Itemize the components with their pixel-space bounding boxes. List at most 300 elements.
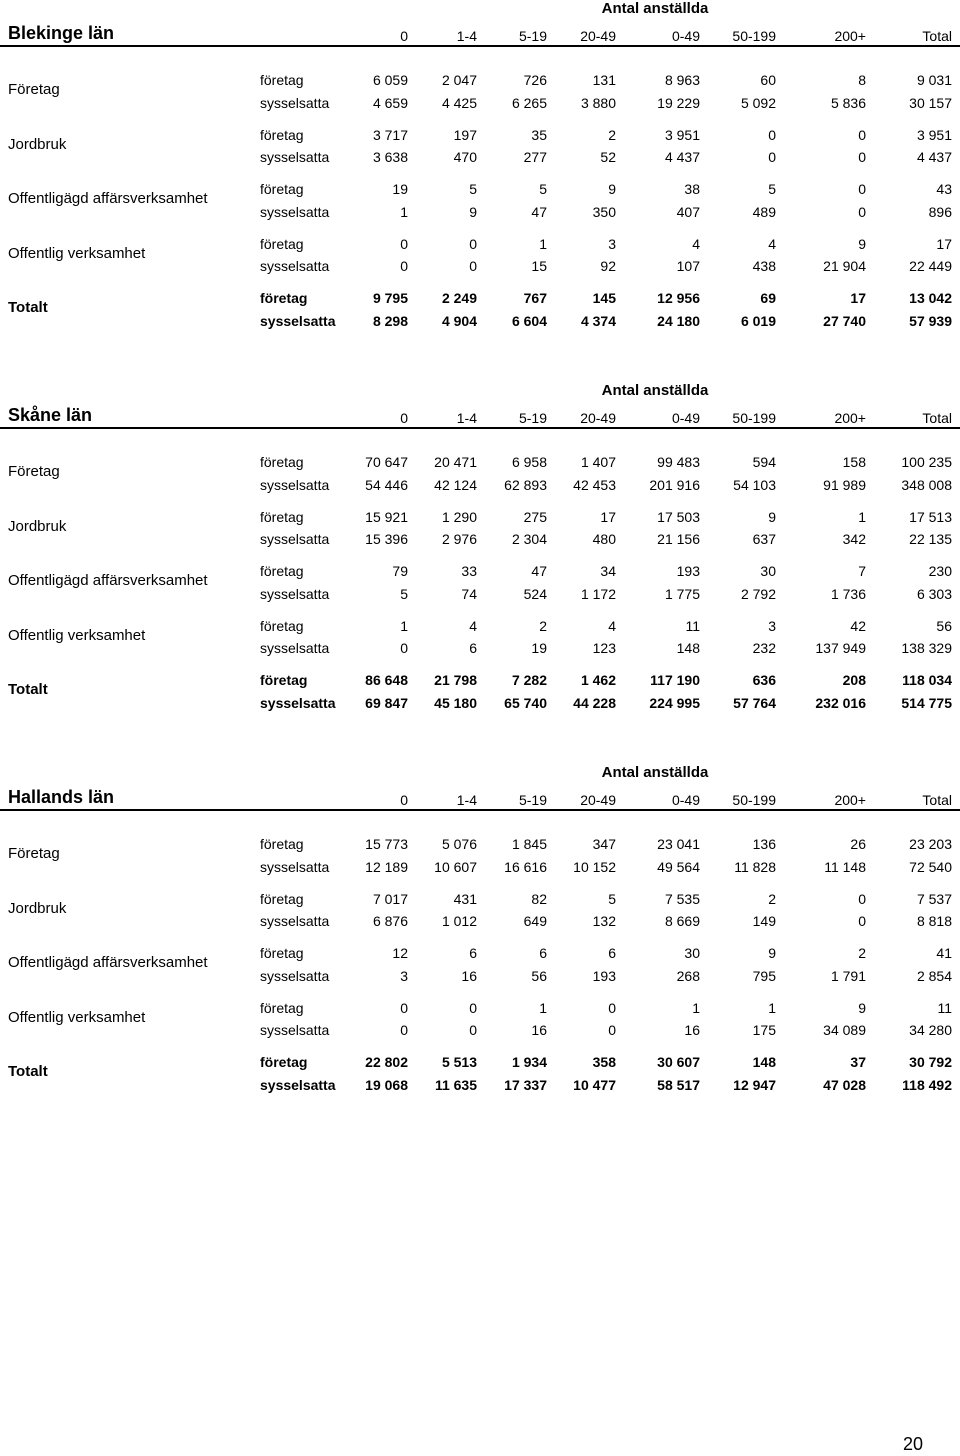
table-cell: 7 [858, 563, 866, 580]
column-header: 200+ [834, 410, 866, 426]
table-cell: 11 828 [734, 858, 776, 875]
table-cell: 4 437 [916, 149, 952, 166]
table-cell: 19 [392, 181, 408, 198]
table-cell: 201 916 [649, 476, 700, 493]
table-cell: 5 076 [441, 836, 477, 852]
table-cell: 1 [539, 999, 547, 1016]
table-cell: 1 290 [441, 508, 477, 525]
row-label: företag [260, 890, 304, 907]
table-cell: 74 [461, 585, 477, 602]
column-header: 20-49 [580, 28, 616, 44]
table-cell: 232 016 [815, 694, 866, 711]
table-cell: 431 [453, 890, 477, 907]
table-cell: 4 904 [441, 312, 477, 329]
table-cell: 2 976 [441, 531, 477, 548]
table-cell: 232 [752, 640, 776, 657]
table-cell: 9 [768, 508, 776, 525]
table-cell: 10 607 [434, 858, 477, 875]
table-row [0, 856, 960, 878]
table-cell: 2 [539, 617, 547, 634]
table-cell: 13 042 [909, 290, 952, 307]
table-cell: 17 503 [657, 508, 700, 525]
table-row [0, 1019, 960, 1041]
table-cell: 6 059 [372, 72, 408, 88]
table-cell: 47 [531, 563, 547, 580]
row-label: företag [260, 454, 304, 470]
category-label: Jordbruk [8, 135, 67, 153]
table-cell: 12 [392, 945, 408, 962]
table-cell: 636 [752, 672, 776, 689]
header-divider [0, 809, 960, 811]
table-cell: 9 [858, 999, 866, 1016]
table-cell: 22 802 [365, 1054, 408, 1071]
table-cell: 19 229 [657, 94, 700, 111]
table-cell: 44 228 [573, 694, 616, 711]
table-cell: 342 [842, 531, 866, 548]
table-cell: 0 [768, 149, 776, 166]
column-header: 0-49 [671, 792, 700, 808]
table-cell: 30 792 [909, 1054, 952, 1071]
table-cell: 57 764 [733, 694, 776, 711]
row-label: företag [260, 945, 304, 962]
table-cell: 0 [400, 999, 408, 1016]
table-cell: 9 [768, 945, 776, 962]
table-cell: 193 [592, 967, 616, 984]
row-label: sysselsatta [260, 858, 330, 875]
table-cell: 489 [752, 203, 776, 220]
table-cell: 24 180 [657, 312, 700, 329]
category-label: Företag [8, 81, 60, 98]
region-title: Skåne län [8, 405, 93, 425]
table-cell: 1 934 [511, 1054, 547, 1071]
table-cell: 8 818 [916, 913, 952, 930]
table-cell: 118 034 [902, 672, 952, 689]
table-cell: 47 [531, 203, 547, 220]
table-row [0, 888, 960, 910]
column-header: 1-4 [456, 28, 477, 44]
table-cell: 2 047 [441, 72, 477, 88]
column-header: 1-4 [456, 792, 477, 808]
table-cell: 99 483 [657, 454, 700, 470]
table-cell: 15 773 [365, 836, 408, 852]
table-cell: 795 [752, 967, 776, 984]
table-cell: 6 876 [372, 913, 408, 930]
region-title: Hallands län [8, 787, 115, 807]
category-label: Offentlig verksamhet [8, 1008, 146, 1026]
section-header [0, 764, 960, 809]
column-header: 0 [400, 28, 408, 44]
table-cell: 138 329 [901, 640, 952, 657]
table-cell: 5 [400, 585, 408, 602]
table-cell: 22 135 [909, 531, 952, 548]
table-cell: 118 492 [902, 1076, 952, 1093]
table-row [0, 965, 960, 987]
table-cell: 16 616 [504, 858, 547, 875]
table-cell: 117 190 [650, 672, 700, 689]
table-row [0, 692, 960, 714]
table-cell: 230 [928, 563, 952, 580]
table-cell: 208 [842, 672, 866, 689]
category-label: Offentligägd affärsverksamhet [8, 572, 208, 590]
table-cell: 268 [676, 967, 700, 984]
table-cell: 21 798 [434, 672, 477, 689]
table-cell: 480 [592, 531, 616, 548]
table-cell: 5 [469, 181, 477, 198]
category-label: Företag [8, 845, 60, 862]
row-label: sysselsatta [260, 585, 330, 602]
table-cell: 91 989 [823, 476, 866, 493]
table-cell: 1 [539, 235, 547, 252]
table-cell: 10 152 [573, 858, 616, 875]
table-cell: 11 [937, 999, 952, 1016]
table-cell: 0 [858, 149, 866, 166]
table-cell: 132 [592, 913, 616, 930]
table-cell: 0 [858, 890, 866, 907]
table-cell: 3 [400, 967, 408, 984]
table-cell: 42 [850, 617, 866, 634]
table-cell: 348 008 [901, 476, 952, 493]
table-cell: 1 407 [580, 454, 616, 470]
table-cell: 4 374 [580, 312, 616, 329]
table-cell: 8 [858, 72, 866, 88]
table-cell: 148 [676, 640, 700, 657]
column-header: 50-199 [732, 28, 776, 44]
table-cell: 9 [608, 181, 616, 198]
table-cell: 82 [531, 890, 547, 907]
table-cell: 12 956 [657, 290, 700, 307]
table-cell: 1 012 [441, 913, 477, 930]
table-cell: 7 537 [916, 890, 952, 907]
table-cell: 6 [469, 945, 477, 962]
table-cell: 70 647 [365, 454, 408, 470]
table-row [0, 833, 960, 855]
column-header: 5-19 [518, 28, 547, 44]
table-cell: 42 124 [434, 476, 477, 493]
table-row [0, 910, 960, 932]
table-cell: 2 854 [916, 967, 952, 984]
category-label: Jordbruk [8, 899, 67, 917]
table-cell: 54 103 [733, 476, 776, 493]
table-cell: 16 [531, 1022, 547, 1039]
table-cell: 57 939 [909, 312, 952, 329]
table-cell: 4 [469, 617, 477, 634]
table-cell: 1 [768, 999, 776, 1016]
column-header: Total [922, 410, 952, 426]
column-header: 50-199 [732, 410, 776, 426]
table-row [0, 178, 960, 200]
row-label: sysselsatta [260, 203, 330, 220]
table-row [0, 146, 960, 168]
column-header: 20-49 [580, 792, 616, 808]
table-cell: 11 148 [824, 858, 866, 875]
table-cell: 767 [523, 290, 547, 307]
table-cell: 60 [760, 72, 776, 88]
row-label: sysselsatta [260, 149, 330, 166]
column-header: 0-49 [671, 410, 700, 426]
table-cell: 58 517 [657, 1076, 700, 1093]
table-cell: 5 092 [740, 94, 776, 111]
table-cell: 5 [768, 181, 776, 198]
table-cell: 23 203 [909, 836, 952, 852]
category-label: Offentligägd affärsverksamhet [8, 190, 208, 208]
column-header: Total [922, 792, 952, 808]
column-header: 200+ [834, 28, 866, 44]
table-cell: 10 477 [573, 1076, 616, 1093]
table-cell: 123 [592, 640, 616, 657]
table-cell: 34 280 [909, 1022, 952, 1039]
table-cell: 4 [692, 235, 700, 252]
table-cell: 100 235 [901, 454, 952, 470]
column-header: 0 [400, 792, 408, 808]
table-cell: 3 951 [664, 126, 700, 143]
table-cell: 12 189 [365, 858, 408, 875]
table-cell: 0 [400, 640, 408, 657]
table-cell: 54 446 [365, 476, 408, 493]
table-cell: 23 041 [657, 836, 700, 852]
table-cell: 6 265 [511, 94, 547, 111]
column-header: Total [922, 28, 952, 44]
header-label: Antal anställda [601, 382, 709, 399]
header-label: Antal anställda [601, 764, 709, 781]
table-cell: 131 [592, 72, 616, 88]
table-cell: 56 [531, 967, 547, 984]
table-cell: 637 [752, 531, 776, 548]
table-cell: 2 [858, 945, 866, 962]
table-cell: 0 [469, 1022, 477, 1039]
table-cell: 4 [768, 235, 776, 252]
table-cell: 407 [676, 203, 700, 220]
table-cell: 1 462 [580, 672, 616, 689]
table-cell: 30 157 [909, 94, 952, 111]
table-cell: 56 [936, 617, 952, 634]
category-label: Offentlig verksamhet [8, 626, 146, 644]
table-cell: 34 089 [823, 1022, 866, 1039]
table-cell: 86 648 [365, 672, 408, 689]
table-cell: 0 [608, 999, 616, 1016]
table-row [0, 92, 960, 114]
table-cell: 8 298 [372, 312, 408, 329]
table-cell: 17 513 [909, 508, 952, 525]
table-cell: 16 [461, 967, 477, 984]
row-label: företag [260, 617, 304, 634]
table-cell: 41 [936, 945, 952, 962]
table-cell: 6 [469, 640, 477, 657]
table-row [0, 255, 960, 277]
table-cell: 33 [461, 563, 477, 580]
table-cell: 5 836 [830, 94, 866, 111]
table-cell: 470 [453, 149, 477, 166]
table-cell: 6 019 [740, 312, 776, 329]
table-row [0, 942, 960, 964]
table-row [0, 997, 960, 1019]
category-label: Totalt [8, 299, 48, 317]
row-label: företag [260, 1054, 308, 1071]
table-cell: 9 031 [916, 72, 952, 88]
table-cell: 45 180 [434, 694, 477, 711]
table-cell: 8 963 [664, 72, 700, 88]
table-cell: 137 949 [815, 640, 866, 657]
table-cell: 0 [400, 1022, 408, 1039]
table-cell: 358 [592, 1054, 616, 1071]
table-cell: 3 638 [372, 149, 408, 166]
table-cell: 69 [760, 290, 776, 307]
table-cell: 0 [768, 126, 776, 143]
column-header: 1-4 [456, 410, 477, 426]
table-cell: 19 [531, 640, 547, 657]
table-cell: 0 [469, 999, 477, 1016]
table-cell: 9 [858, 235, 866, 252]
column-header: 5-19 [518, 410, 547, 426]
table-cell: 107 [676, 258, 700, 275]
table-cell: 5 [608, 890, 616, 907]
table-cell: 15 [531, 258, 547, 275]
row-label: sysselsatta [260, 913, 330, 930]
table-cell: 38 [684, 181, 700, 198]
table-cell: 6 604 [511, 312, 547, 329]
category-label: Offentligägd affärsverksamhet [8, 954, 208, 972]
table-cell: 1 791 [830, 967, 866, 984]
table-cell: 594 [752, 454, 776, 470]
table-cell: 6 303 [916, 585, 952, 602]
column-header: 0-49 [671, 28, 700, 44]
table-row [0, 451, 960, 473]
row-label: sysselsatta [260, 476, 330, 493]
table-cell: 15 396 [365, 531, 408, 548]
table-row [0, 124, 960, 146]
table-cell: 347 [592, 836, 616, 852]
table-cell: 47 028 [823, 1076, 866, 1093]
table-cell: 69 847 [365, 694, 408, 711]
row-label: företag [260, 508, 304, 525]
table-cell: 1 172 [580, 585, 616, 602]
category-label: Jordbruk [8, 517, 67, 535]
table-cell: 9 795 [372, 290, 408, 307]
table-cell: 3 [768, 617, 776, 634]
table-cell: 16 [684, 1022, 700, 1039]
table-cell: 30 [760, 563, 776, 580]
table-cell: 649 [523, 913, 547, 930]
table-cell: 158 [842, 454, 866, 470]
category-label: Offentlig verksamhet [8, 244, 146, 262]
table-cell: 1 [858, 508, 866, 525]
region-title: Blekinge län [8, 23, 115, 43]
table-cell: 1 [692, 999, 700, 1016]
table-cell: 175 [752, 1022, 776, 1039]
table-cell: 17 337 [504, 1076, 547, 1093]
table-cell: 30 [684, 945, 700, 962]
table-cell: 0 [608, 1022, 616, 1039]
table-cell: 42 453 [573, 476, 616, 493]
page-number: 20 [902, 1434, 923, 1454]
table-cell: 17 [936, 235, 952, 252]
section-header [0, 0, 960, 45]
table-cell: 5 [539, 181, 547, 198]
table-cell: 0 [858, 203, 866, 220]
table-cell: 524 [523, 585, 547, 602]
table-row [0, 669, 960, 691]
table-cell: 27 740 [823, 312, 866, 329]
table-cell: 26 [850, 836, 866, 852]
table-row [0, 69, 960, 91]
table-cell: 0 [400, 235, 408, 252]
category-label: Företag [8, 463, 60, 480]
table-cell: 2 249 [441, 290, 477, 307]
table-cell: 275 [523, 508, 547, 525]
table-cell: 9 [469, 203, 477, 220]
table-cell: 20 471 [434, 454, 477, 470]
table-cell: 224 995 [649, 694, 700, 711]
table-cell: 21 904 [823, 258, 866, 275]
row-label: företag [260, 126, 304, 143]
header-divider [0, 45, 960, 47]
table-cell: 4 659 [372, 94, 408, 111]
header-label: Antal anställda [601, 0, 709, 17]
table-cell: 52 [600, 149, 616, 166]
table-row [0, 637, 960, 659]
table-row [0, 233, 960, 255]
table-cell: 1 736 [830, 585, 866, 602]
category-label: Totalt [8, 681, 48, 699]
row-label: sysselsatta [260, 1022, 330, 1039]
table-cell: 22 449 [909, 258, 952, 275]
table-cell: 17 [850, 290, 866, 307]
table-cell: 49 564 [657, 858, 700, 875]
table-cell: 277 [523, 149, 547, 166]
table-cell: 12 947 [733, 1076, 776, 1093]
table-cell: 11 635 [434, 1076, 477, 1093]
row-label: företag [260, 72, 304, 88]
header-divider [0, 427, 960, 429]
table-cell: 21 156 [657, 531, 700, 548]
table-cell: 2 304 [511, 531, 547, 548]
table-row [0, 615, 960, 637]
row-label: sysselsatta [260, 531, 330, 548]
row-label: företag [260, 181, 304, 198]
table-cell: 1 [400, 617, 408, 634]
table-cell: 92 [600, 258, 616, 275]
table-cell: 149 [752, 913, 776, 930]
row-label: företag [260, 563, 304, 580]
table-cell: 35 [531, 126, 547, 143]
table-cell: 3 [608, 235, 616, 252]
table-row [0, 506, 960, 528]
table-cell: 62 893 [504, 476, 547, 493]
table-cell: 1 775 [664, 585, 700, 602]
table-cell: 0 [469, 258, 477, 275]
table-cell: 72 540 [909, 858, 952, 875]
row-label: sysselsatta [260, 694, 336, 711]
table-cell: 19 068 [365, 1076, 408, 1093]
column-header: 20-49 [580, 410, 616, 426]
table-cell: 145 [592, 290, 616, 307]
table-cell: 7 017 [372, 890, 408, 907]
table-cell: 3 951 [916, 126, 952, 143]
table-cell: 6 958 [511, 454, 547, 470]
table-cell: 2 [608, 126, 616, 143]
table-cell: 2 [768, 890, 776, 907]
table-cell: 65 740 [504, 694, 547, 711]
table-cell: 2 792 [740, 585, 776, 602]
column-header: 5-19 [518, 792, 547, 808]
table-cell: 6 [608, 945, 616, 962]
table-cell: 438 [752, 258, 776, 275]
table-cell: 0 [858, 126, 866, 143]
row-label: företag [260, 235, 304, 252]
table-cell: 4 [608, 617, 616, 634]
table-cell: 7 282 [511, 672, 547, 689]
table-cell: 896 [928, 203, 952, 220]
row-label: företag [260, 290, 308, 307]
